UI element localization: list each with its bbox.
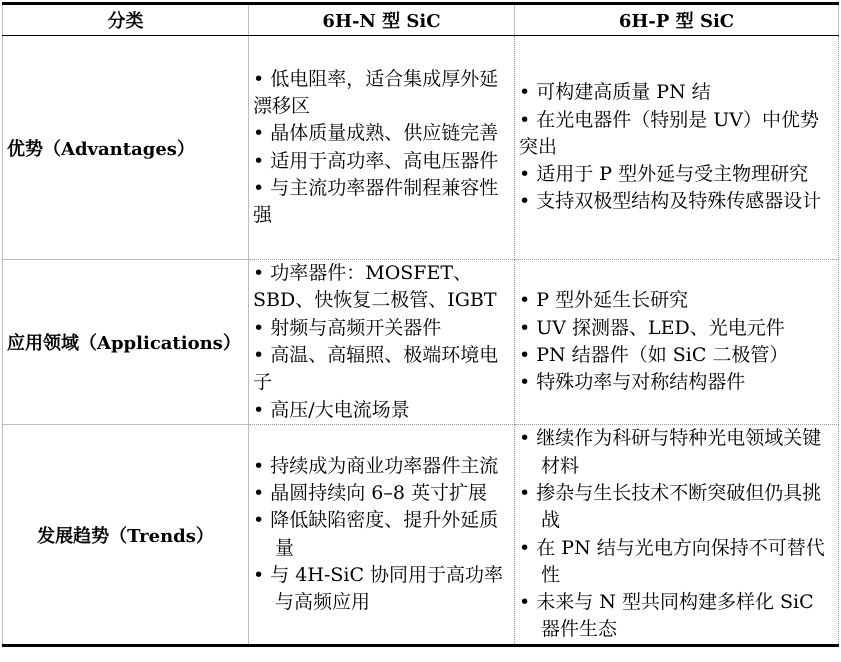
cell-trends-n: [249, 425, 515, 646]
header-6h-n-label: 6H-N 型 SiC: [322, 11, 441, 32]
bullet-list: [519, 425, 834, 643]
bullet-list: [519, 287, 834, 396]
list-item: • 高压/大电流场景: [253, 398, 410, 421]
list-item: • PN 结器件（如 SiC 二极管）: [519, 344, 789, 366]
header-6h-n: [249, 4, 515, 36]
list-item: • 适用于高功率、高电压器件: [253, 149, 499, 172]
list-item: • 低电阻率，适合集成厚外延漂移区: [253, 67, 499, 117]
list-item: • 未来与 N 型共同构建多样化 SiC 器件生态: [519, 591, 814, 641]
list-item: • 晶圆持续向 6–8 英寸扩展: [253, 481, 488, 504]
list-item: • 继续作为科研与特种光电领域关键材料: [519, 427, 822, 477]
bullet-list: [519, 79, 834, 215]
list-item: • 支持双极型结构及特殊传感器设计: [519, 190, 822, 213]
list-item: • 晶体质量成熟、供应链完善: [253, 122, 499, 145]
table-row-trends: [3, 425, 839, 646]
cell-trends-p: [515, 425, 839, 646]
list-item: • UV 探测器、LED、光电元件: [519, 316, 785, 339]
list-item: • 掺杂与生长技术不断突破但仍具挑战: [519, 481, 822, 532]
list-item: • 降低缺陷密度、提升外延质量: [253, 509, 499, 559]
header-category: 分类: [3, 4, 249, 36]
list-item: • P 型外延生长研究: [519, 289, 689, 312]
list-item: • 功率器件：MOSFET、SBD、快恢复二极管、IGBT: [253, 262, 497, 312]
bullet-list: [253, 66, 510, 230]
list-item: • 适用于 P 型外延与受主物理研究: [519, 163, 809, 186]
row-label-advantages: 优势（Advantages）: [3, 36, 249, 260]
list-item: • 与 4H-SiC 协同用于高功率与高频应用: [253, 563, 504, 614]
list-item: • 高温、高辐照、极端环境电子: [253, 344, 499, 394]
comparison-table: [2, 2, 839, 647]
list-item: • 在 PN 结与光电方向保持不可替代性: [519, 536, 825, 586]
table-row-advantages: [3, 36, 839, 260]
bullet-list: [253, 453, 510, 617]
cell-advantages-p: [515, 36, 839, 260]
table-row-applications: [3, 260, 839, 425]
row-label-applications: 应用领域（Applications）: [3, 260, 249, 425]
list-item: • 与主流功率器件制程兼容性强: [253, 176, 499, 227]
header-6h-p-label: 6H-P 型 SiC: [618, 11, 735, 32]
cell-applications-p: [515, 260, 839, 425]
header-row: [3, 4, 839, 36]
cell-advantages-n: [249, 36, 515, 260]
list-item: • 可构建高质量 PN 结: [519, 81, 711, 104]
list-item: • 持续成为商业功率器件主流: [253, 454, 499, 477]
bullet-list: [253, 260, 510, 424]
row-label-trends: 发展趋势（Trends）: [3, 425, 249, 646]
list-item: • 在光电器件（特别是 UV）中优势突出: [519, 108, 820, 158]
cell-applications-n: [249, 260, 515, 425]
list-item: • 特殊功率与对称结构器件: [519, 371, 746, 394]
header-6h-p: [515, 4, 839, 36]
list-item: • 射频与高频开关器件: [253, 316, 442, 339]
